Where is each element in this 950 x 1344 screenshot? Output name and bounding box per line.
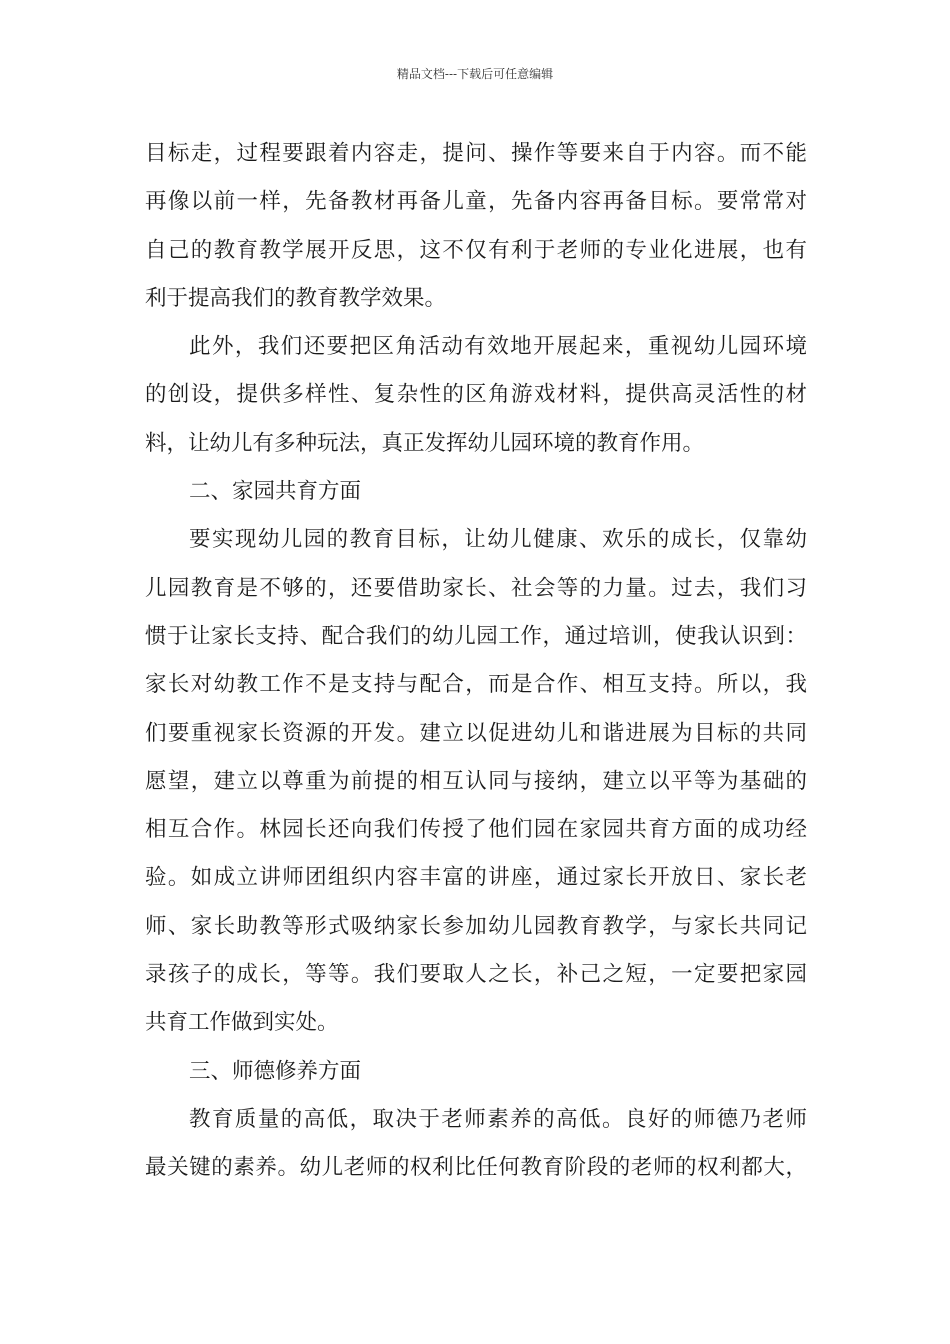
- text-line: 相互合作。林园长还向我们传授了他们园在家园共育方面的成功经: [145, 817, 807, 843]
- text-line: 的创设，提供多样性、复杂性的区角游戏材料，提供高灵活性的材: [145, 382, 807, 408]
- page-header: 精品文档---下载后可任意编辑: [396, 67, 554, 81]
- text-line: 师、家长助教等形式吸纳家长参加幼儿园教育教学，与家长共同记: [145, 913, 807, 939]
- text-line: 再像以前一样，先备教材再备儿童，先备内容再备目标。要常常对: [145, 189, 807, 215]
- text-line: 家长对幼教工作不是支持与配合，而是合作、相互支持。所以，我: [145, 672, 807, 698]
- paragraph-start-line: 此外，我们还要把区角活动有效地开展起来，重视幼儿园环境: [189, 334, 807, 360]
- paragraph-start-line: 要实现幼儿园的教育目标，让幼儿健康、欢乐的成长，仅靠幼: [189, 527, 807, 553]
- text-line: 愿望，建立以尊重为前提的相互认同与接纳，建立以平等为基础的: [145, 768, 807, 794]
- text-line: 最关键的素养。幼儿老师的权利比任何教育阶段的老师的权利都大，: [145, 1155, 807, 1181]
- text-line: 录孩子的成长，等等。我们要取人之长，补己之短，一定要把家园: [145, 962, 807, 988]
- text-line: 目标走，过程要跟着内容走，提问、操作等要来自于内容。而不能: [145, 141, 807, 166]
- paragraph-start-line: 教育质量的高低，取决于老师素养的高低。良好的师德乃老师: [189, 1106, 807, 1132]
- section-heading: 三、师德修养方面: [189, 1058, 362, 1084]
- text-line: 们要重视家长资源的开发。建立以促进幼儿和谐进展为目标的共同: [145, 720, 807, 746]
- section-heading: 二、家园共育方面: [189, 479, 362, 505]
- text-line: 料，让幼儿有多种玩法，真正发挥幼儿园环境的教育作用。: [145, 430, 705, 456]
- text-line: 利于提高我们的教育教学效果。: [145, 285, 447, 311]
- text-line: 儿园教育是不够的，还要借助家长、社会等的力量。过去，我们习: [145, 575, 807, 601]
- document-body: [145, 130, 807, 1193]
- text-line: 惯于让家长支持、配合我们的幼儿园工作，通过培训，使我认识到：: [145, 623, 807, 649]
- text-line: 验。如成立讲师团组织内容丰富的讲座，通过家长开放日、家长老: [145, 865, 807, 891]
- text-line: 共育工作做到实处。: [145, 1010, 339, 1036]
- text-line: 自己的教育教学展开反思，这不仅有利于老师的专业化进展，也有: [145, 237, 807, 263]
